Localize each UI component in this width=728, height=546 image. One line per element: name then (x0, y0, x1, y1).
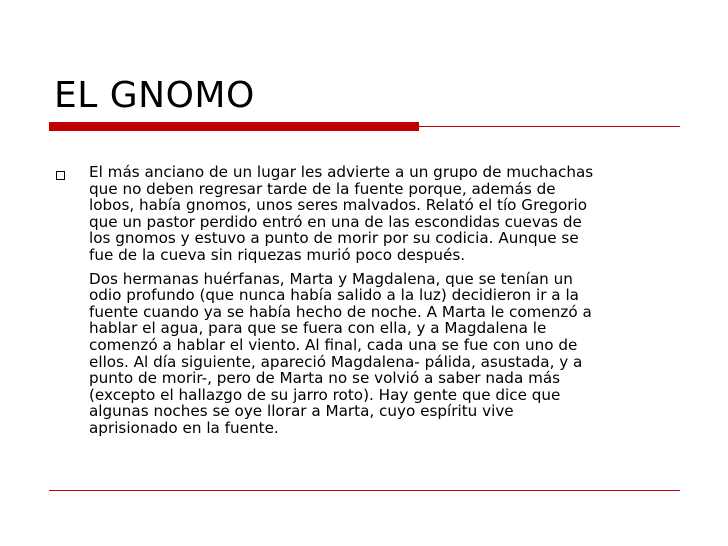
slide-body (89, 164, 689, 437)
paragraph-intro: El más anciano de un lugar les advierte a un grupo de muchachas que no deben regresar tarde de la fuente porque, además de lobos, había gnomos, unos seres malvados. Relató el tío Gregorio que un pastor perdido entró en una de las escondidas cuevas de los gnomos y estuvo a punto de morir por su codicia. Aunque se fue de la cueva sin riquezas murió poco después. (89, 163, 594, 264)
square-bullet-icon (56, 171, 65, 180)
title-underline-thick (49, 122, 419, 131)
slide-title: EL GNOMO (54, 75, 255, 116)
paragraph-story: Dos hermanas huérfanas, Marta y Magdalena, que se tenían un odio profundo (que nunca había salido a la luz) decidieron ir a la fuente cuando ya se había hecho de noche. A Marta le comenzó a hablar el agua, para que se fuera con ella, y a Magdalena le comenzó a hablar el viento. Al final, cada una se fue con uno de ellos. Al día siguiente, apareció Magdalena- pálida, asustada, y a punto de morir-, pero de Marta no se volvió a saber nada más (excepto el hallazgo de su jarro roto). Hay gente que dice que algunas noches se oye llorar a Marta, cuyo espíritu vive aprisionado en la fuente. (89, 269, 592, 437)
title-underline-thin (419, 126, 680, 127)
footer-divider (49, 490, 680, 491)
